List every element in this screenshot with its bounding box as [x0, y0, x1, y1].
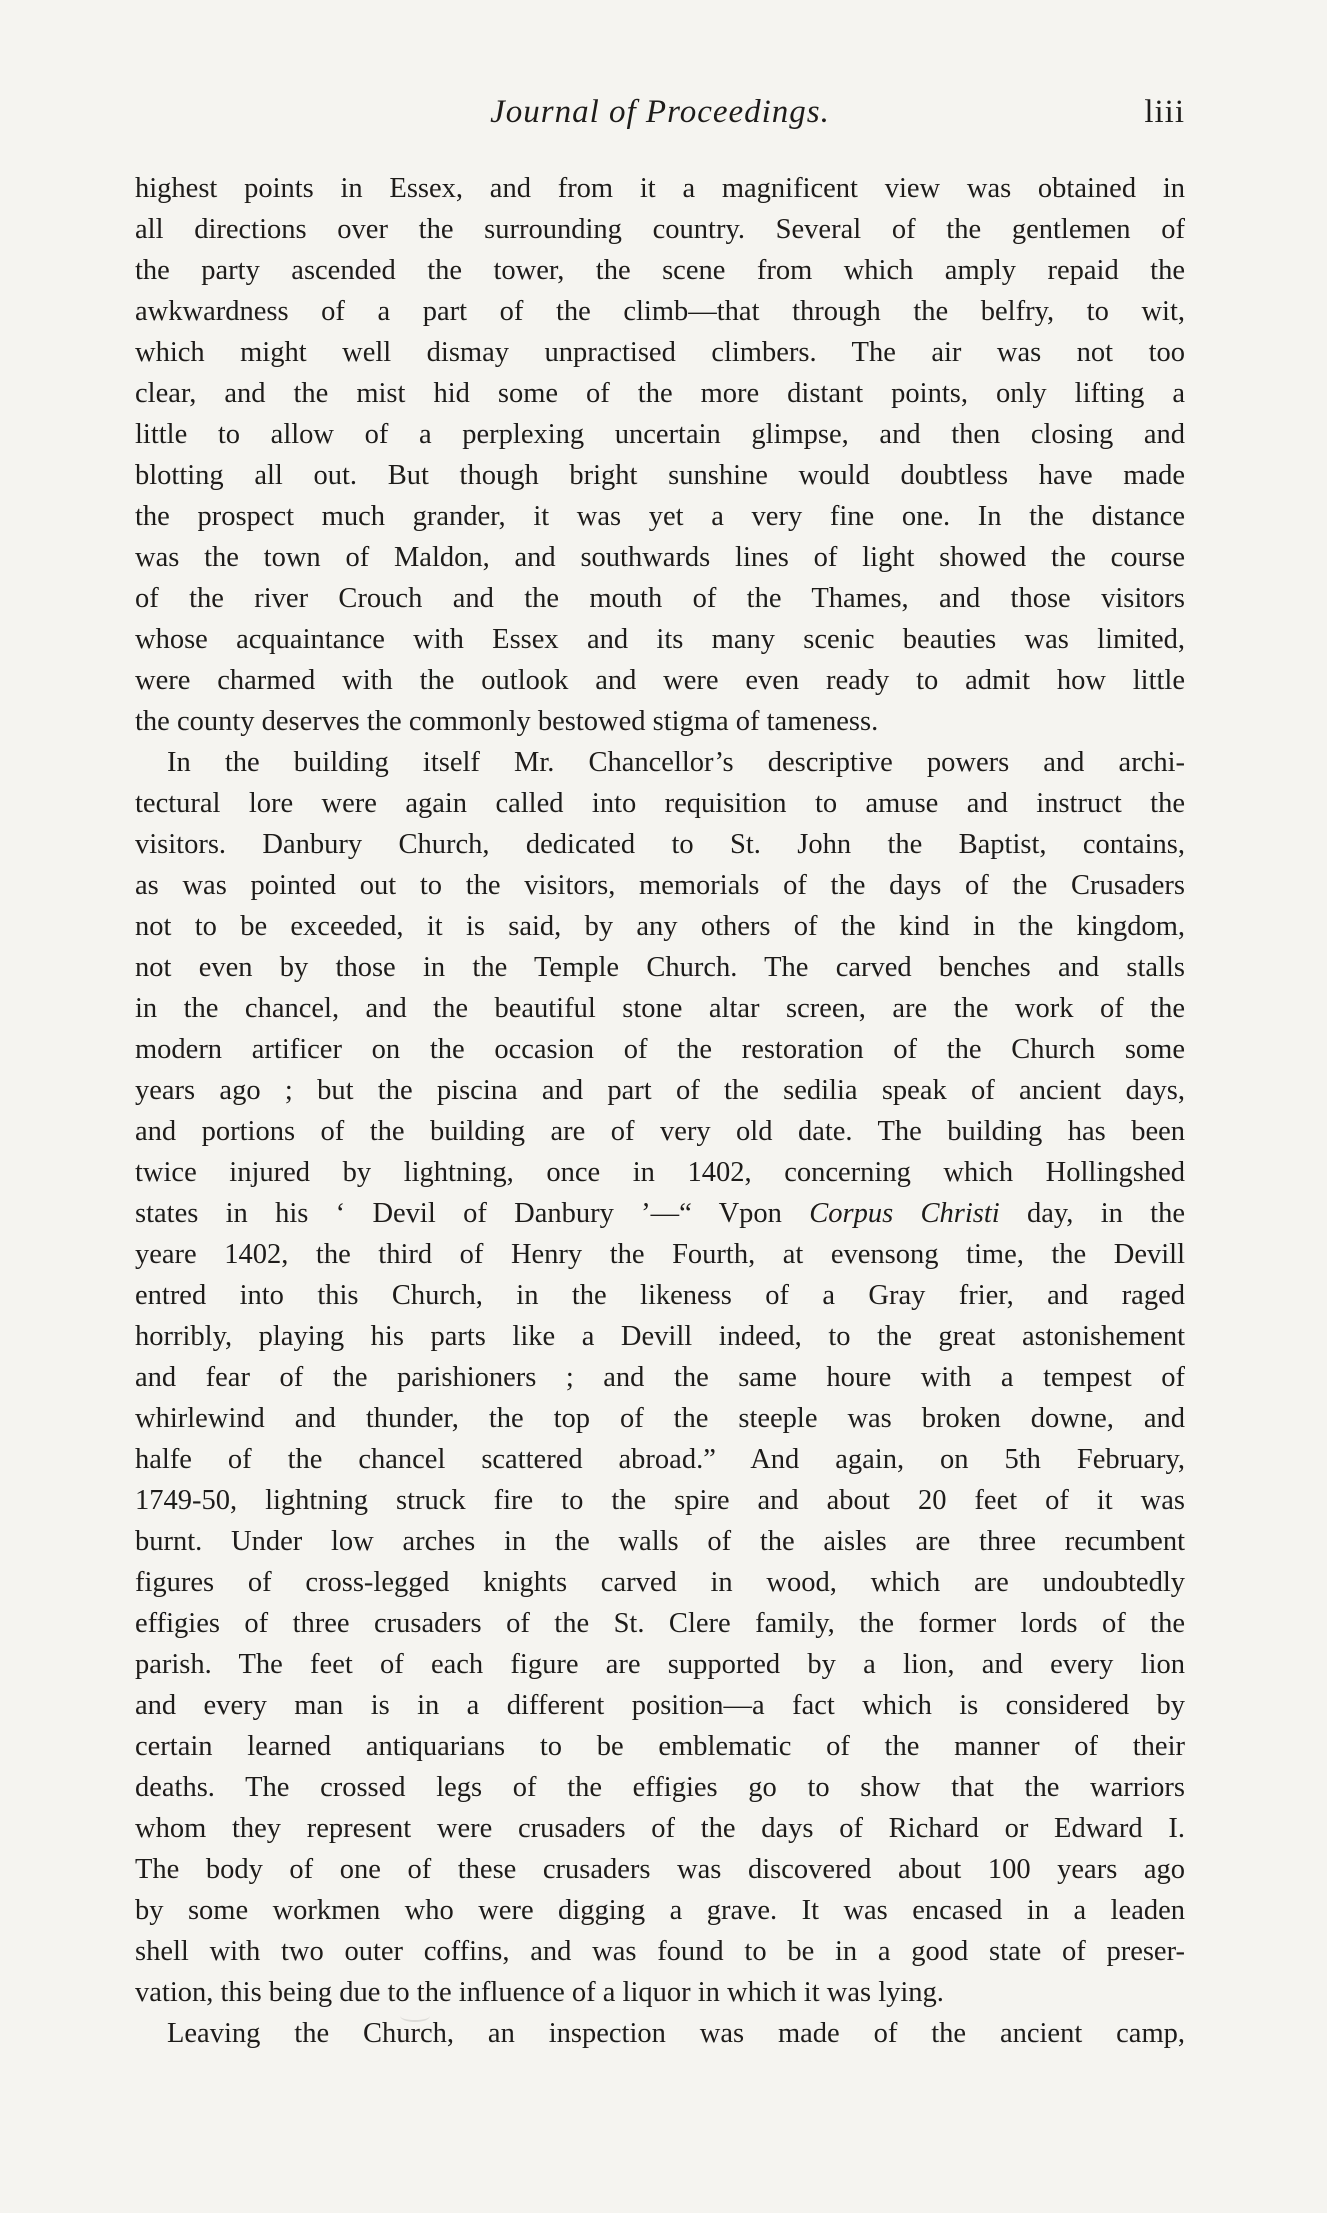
italic-phrase: Corpus Christi	[809, 1198, 1000, 1229]
text-line: in the chancel, and the beautiful stone altar screen, are the work of the	[135, 993, 1185, 1024]
text-line: and every man is in a different position—a fact which is considered by	[135, 1690, 1185, 1721]
text-line: whom they represent were crusaders of the days of Richard or Edward I.	[135, 1813, 1185, 1844]
text-line: years ago ; but the piscina and part of the sedilia speak of ancient days,	[135, 1075, 1185, 1106]
text-line: vation, this being due to the influence of a liquor in which it was lying.	[135, 1977, 944, 2008]
text-line	[135, 1193, 1185, 1234]
text-line: deaths. The crossed legs of the effigies go to show that the warriors	[135, 1772, 1185, 1803]
text-line: highest points in Essex, and from it a magnificent view was obtained in	[135, 173, 1185, 204]
body-text	[135, 168, 1185, 2054]
page-number: liii	[1144, 94, 1185, 130]
text-line: effigies of three crusaders of the St. Clere family, the former lords of the	[135, 1608, 1185, 1639]
text-line: The body of one of these crusaders was discovered about 100 years ago	[135, 1854, 1185, 1885]
text-line: horribly, playing his parts like a Devill indeed, to the great astonishement	[135, 1321, 1185, 1352]
text-line: the county deserves the commonly bestowed stigma of tameness.	[135, 706, 879, 737]
text-line: which might well dismay unpractised climbers. The air was not too	[135, 337, 1185, 368]
text-line: of the river Crouch and the mouth of the Thames, and those visitors	[135, 583, 1185, 614]
text-line: whose acquaintance with Essex and its many scenic beauties was limited,	[135, 624, 1185, 655]
text-line: and portions of the building are of very old date. The building has been	[135, 1116, 1185, 1147]
text-line: not to be exceeded, it is said, by any others of the kind in the kingdom,	[135, 911, 1185, 942]
text-line: certain learned antiquarians to be emblematic of the manner of their	[135, 1731, 1185, 1762]
text-line: twice injured by lightning, once in 1402, concerning which Hollingshed	[135, 1157, 1185, 1188]
text-line: all directions over the surrounding country. Several of the gentlemen of	[135, 214, 1185, 245]
text-line: 1749-50, lightning struck fire to the spire and about 20 feet of it was	[135, 1485, 1185, 1516]
text-line: burnt. Under low arches in the walls of the aisles are three recumbent	[135, 1526, 1185, 1557]
text-line: entred into this Church, in the likeness of a Gray frier, and raged	[135, 1280, 1185, 1311]
running-head	[135, 82, 1185, 142]
text-line: as was pointed out to the visitors, memorials of the days of the Crusaders	[135, 870, 1185, 901]
text-line: blotting all out. But though bright sunshine would doubtless have made	[135, 460, 1185, 491]
text-line: halfe of the chancel scattered abroad.” And again, on 5th February,	[135, 1444, 1185, 1475]
text-line: was the town of Maldon, and southwards lines of light showed the course	[135, 542, 1185, 573]
text-run: states in his ‘ Devil of Danbury ’—“ Vpon	[135, 1198, 810, 1229]
text-line: little to allow of a perplexing uncertain glimpse, and then closing and	[135, 419, 1185, 450]
text-line: awkwardness of a part of the climb—that through the belfry, to wit,	[135, 296, 1185, 327]
text-line: shell with two outer coffins, and was found to be in a good state of preser-	[135, 1936, 1185, 1967]
text-line: and fear of the parishioners ; and the same houre with a tempest of	[135, 1362, 1185, 1393]
text-line: visitors. Danbury Church, dedicated to St. John the Baptist, contains,	[135, 829, 1185, 860]
text-line: the party ascended the tower, the scene from which amply repaid the	[135, 255, 1185, 286]
text-line: modern artificer on the occasion of the restoration of the Church some	[135, 1034, 1185, 1065]
text-line: the prospect much grander, it was yet a very fine one. In the distance	[135, 501, 1185, 532]
text-line: whirlewind and thunder, the top of the steeple was broken downe, and	[135, 1403, 1185, 1434]
text-line: not even by those in the Temple Church. The carved benches and stalls	[135, 952, 1185, 983]
text-line: by some workmen who were digging a grave. It was encased in a leaden	[135, 1895, 1185, 1926]
text-line: tectural lore were again called into requisition to amuse and instruct the	[135, 788, 1185, 819]
text-line: parish. The feet of each figure are supported by a lion, and every lion	[135, 1649, 1185, 1680]
ink-smudge	[400, 2010, 430, 2022]
text-line: were charmed with the outlook and were even ready to admit how little	[135, 665, 1185, 696]
running-title: Journal of Proceedings.	[490, 94, 830, 130]
text-line: figures of cross-legged knights carved in wood, which are undoubtedly	[135, 1567, 1185, 1598]
text-run: day, in the	[999, 1198, 1185, 1229]
text-line: clear, and the mist hid some of the more distant points, only lifting a	[135, 378, 1185, 409]
text-line: yeare 1402, the third of Henry the Fourth, at evensong time, the Devill	[135, 1239, 1185, 1270]
text-line: In the building itself Mr. Chancellor’s descriptive powers and archi-	[167, 747, 1185, 778]
text-line: Leaving the Church, an inspection was made of the ancient camp,	[167, 2018, 1185, 2049]
